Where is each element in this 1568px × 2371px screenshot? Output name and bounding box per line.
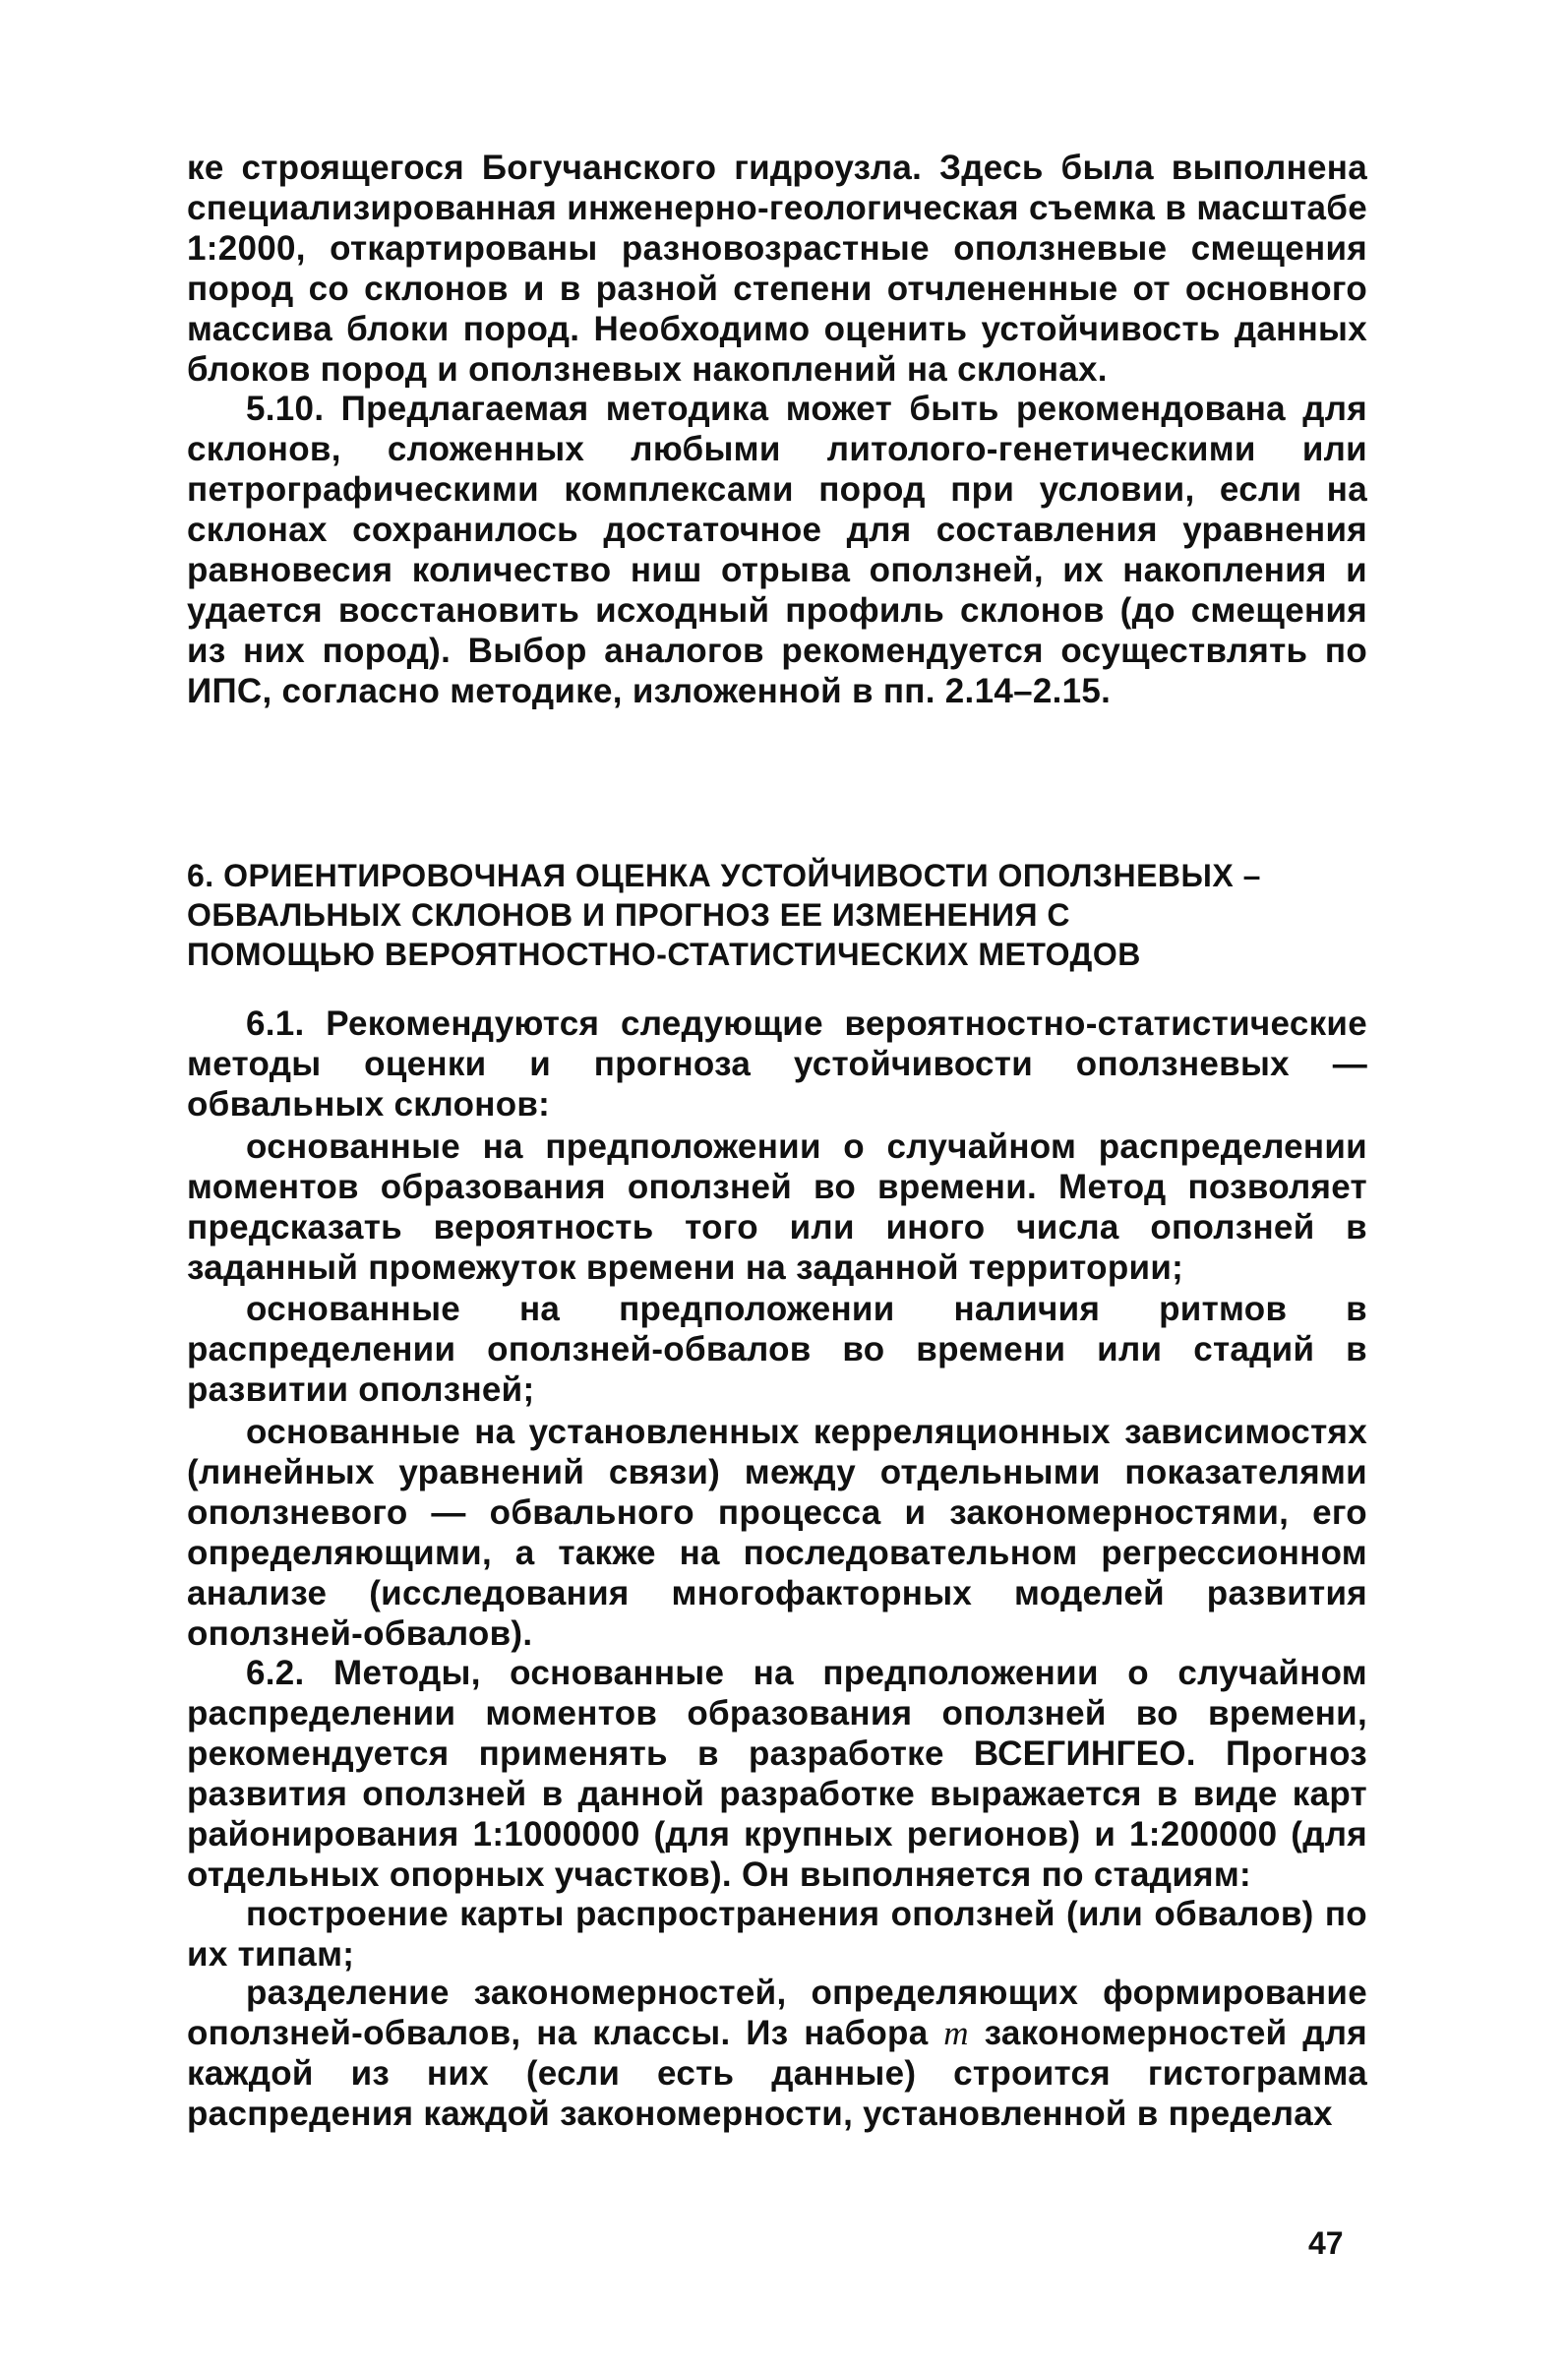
stage-2-text-start: разделение закономерностей, определяющих формирование оползней-обвалов, на классы. Из набора [187, 1974, 1367, 2052]
page-number: 47 [1308, 2225, 1344, 2261]
paragraph-6-2: 6.2. Методы, основанные на предположении о случайном распределении моментов образования оползней во времени, рекомендуется применять в разработке ВСЕГИНГЕО. Прогноз развития оползней в данной разработке выражается в виде карт районирования 1:1000000 (для крупных регионов) и 1:200000 (для отдельных опорных участков). Он выполняется по стадиям: [187, 1654, 1367, 1894]
paragraph-intro: ке строящегося Богучанского гидроузла. Здесь была выполнена специализированная инженерно-геологическая съемка в масштабе 1:2000, откартированы разновозрастные оползневые смещения пород со склонов и в разной степени отчлененные от основного массива блоки пород. Необходимо оценить устойчивость данных блоков пород и оползневых накоплений на склонах. [187, 149, 1367, 389]
list-item-method-1: основанные на предположении о случайном распределении моментов образования оползней во времени. Метод позволяет предсказать вероятность того или иного числа оползней в заданный промежуток времени на заданной территории; [187, 1127, 1367, 1287]
heading-line-2: ОБВАЛЬНЫХ СКЛОНОВ И ПРОГНОЗ ЕЕ ИЗМЕНЕНИЯ С [187, 897, 1070, 933]
paragraph-5-10: 5.10. Предлагаемая методика может быть рекомендована для склонов, сложенных любыми литолого-генетическими или петрографическими комплексами пород при условии, если на склонах сохранилось достаточное для составления уравнения равновесия количество ниш отрыва оползней, их накопления и удается восстановить исходный профиль склонов (до смещения из них пород). Выбор аналогов рекомендуется осуществлять по ИПС, согласно методике, изложенной в пп. 2.14–2.15. [187, 390, 1367, 710]
list-item-method-3: основанные на установленных керреляционных зависимостях (линейных уравнений связи) между отдельными показателями оползневого — обвального процесса и закономерностями, его определяющими, а также на последовательном регрессионном анализе (исследования многофакторных моделей развития оползней-обвалов). [187, 1413, 1367, 1653]
heading-line-1: 6. ОРИЕНТИРОВОЧНАЯ ОЦЕНКА УСТОЙЧИВОСТИ ОПОЛЗНЕВЫХ – [187, 858, 1261, 893]
list-item-stage-1: построение карты распространения оползней (или обвалов) по их типам; [187, 1895, 1367, 1974]
section-6-heading [187, 856, 1367, 974]
list-item-stage-2 [187, 1973, 1367, 2134]
heading-line-3: ПОМОЩЬЮ ВЕРОЯТНОСТНО-СТАТИСТИЧЕСКИХ МЕТОДОВ [187, 937, 1141, 972]
paragraph-6-1: 6.1. Рекомендуются следующие вероятностно-статистические методы оценки и прогноза устойчивости оползневых — обвальных склонов: [187, 1004, 1367, 1124]
list-item-method-2: основанные на предположении наличия ритмов в распределении оползней-обвалов во времени или стадий в развитии оползней; [187, 1290, 1367, 1409]
variable-m: m [943, 2014, 969, 2052]
stage-2-text-end: закономерностей для каждой из них (если есть данные) строится гистограмма распредения каждой закономерности, установленной в пределах [187, 2014, 1367, 2133]
